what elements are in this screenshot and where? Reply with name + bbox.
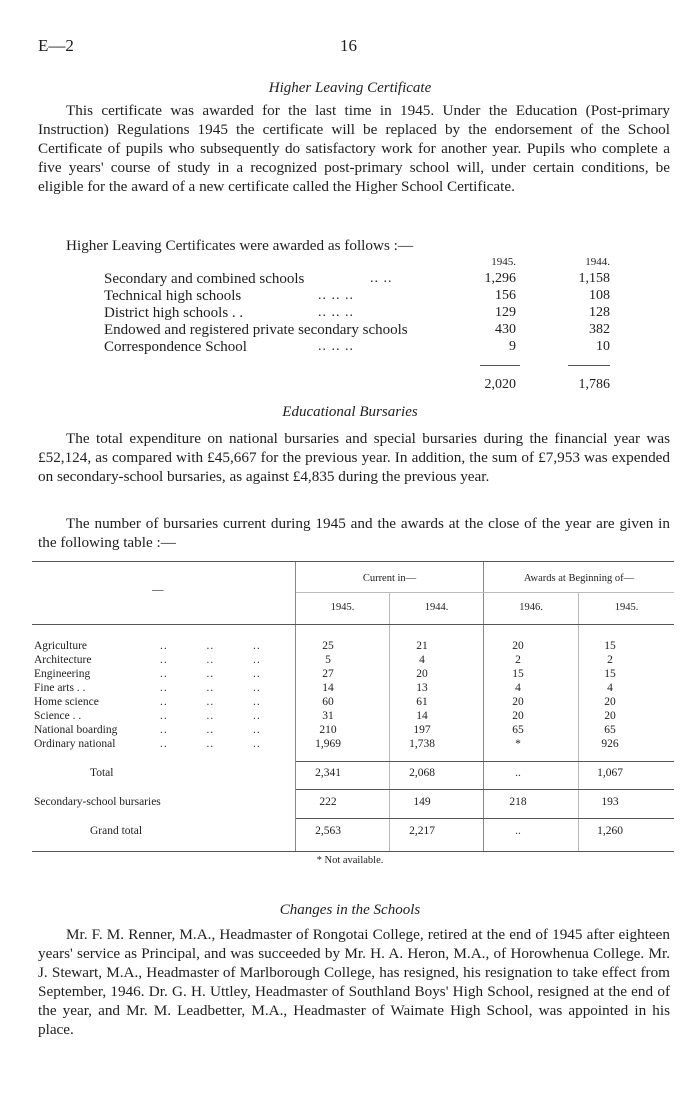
table-row-label: Total	[90, 767, 114, 779]
table-total-rule	[296, 761, 674, 762]
hl-total-1944: 1,786	[578, 377, 610, 392]
hl-row-label: Endowed and registered private secondary schools	[104, 322, 408, 338]
table-cell: 193	[601, 796, 619, 808]
hl-row-1945: 156	[495, 288, 516, 303]
hl-row-label: Correspondence School	[104, 339, 247, 355]
hl-row-1944: 128	[589, 305, 610, 320]
table-row-label: Engineering	[34, 668, 91, 680]
table-cell: 2,217	[409, 825, 435, 837]
table-subhead: 1944.	[424, 602, 449, 613]
table-cell: 218	[509, 796, 527, 808]
table-secondary-rule	[296, 789, 674, 790]
table-subhead: 1945.	[614, 602, 639, 613]
table-cell: 15	[604, 640, 616, 652]
hl-row-1944: 108	[589, 288, 610, 303]
table-row-leader-dots: .. .. ..	[160, 640, 261, 652]
table-cell: 4	[607, 682, 613, 694]
table-footnote: * Not available.	[316, 855, 384, 866]
table-group-current: Current in—	[362, 573, 417, 584]
hl-row-1945: 1,296	[484, 271, 516, 286]
table-row-label: Grand total	[90, 825, 143, 837]
hl-row-label: District high schools . .	[104, 305, 244, 321]
hl-row-label: Technical high schools	[104, 288, 242, 304]
table-group-awards: Awards at Beginning of—	[523, 573, 635, 584]
table-cell: ..	[515, 767, 521, 779]
hl-row-1944: 10	[596, 339, 610, 354]
table-cell: 14	[322, 682, 334, 694]
table-cell: 65	[512, 724, 524, 736]
hl-row-1944: 1,158	[578, 271, 610, 286]
table-cell: 20	[512, 696, 524, 708]
table-cell: 210	[319, 724, 337, 736]
table-subhead: 1946.	[519, 602, 543, 613]
bursaries-paragraph-2: The number of bursaries current during 1945 and the awards at the close of the year are given in the following table :—	[38, 515, 670, 551]
table-row-label: Home science	[34, 696, 99, 708]
hl-row-1945: 430	[495, 322, 516, 337]
table-row-label: Agriculture	[34, 640, 88, 652]
table-cell: 1,969	[315, 738, 341, 750]
table-cell: 25	[322, 640, 334, 652]
table-cell: 13	[416, 682, 428, 694]
table-cell: 149	[413, 796, 431, 808]
section-title-changes: Changes in the Schools	[279, 902, 421, 918]
changes-paragraph: Mr. F. M. Renner, M.A., Headmaster of Rongotai College, retired at the end of 1945 after eighteen years' service as Principal, and was succeeded by Mr. H. A. Heron, M.A., of Horowhenua College. Mr. J. Stewart, M.A., Headmaster of Marlborough College, has resigned, his resignation to take effect from September, 1946. Dr. G. H. Uttley, Headmaster of Southland Boys' High School, resigned at the end of the year, and Mr. M. Leadbetter, M.A., Headmaster of Waimate High School, was appointed in his place.	[38, 926, 670, 1038]
table-cell: 65	[604, 724, 616, 736]
table-cell: 1,067	[597, 767, 623, 779]
hl-sum-rule-1945	[480, 365, 520, 366]
table-cell: 31	[322, 710, 334, 722]
hl-row-dots: .. ..	[370, 271, 393, 286]
table-cell: 1,260	[597, 825, 623, 837]
table-row-label: National boarding	[34, 724, 118, 736]
table-cell: 5	[325, 654, 331, 666]
table-cell: 2,341	[315, 767, 341, 779]
table-cell: 20	[416, 668, 428, 680]
section-title-bursaries: Educational Bursaries	[282, 404, 418, 420]
table-cell: 197	[413, 724, 431, 736]
table-cell: 61	[416, 696, 428, 708]
table-cell: 60	[322, 696, 334, 708]
table-row-label: Architecture	[34, 654, 92, 666]
table-cell: 20	[604, 696, 616, 708]
hl-row-1945: 9	[509, 339, 516, 354]
table-group-rule	[296, 592, 674, 593]
hl-sum-rule-1944	[568, 365, 610, 366]
table-stub-header: —	[152, 584, 164, 596]
table-row-leader-dots: .. .. ..	[160, 724, 261, 736]
hl-row-dots: .. .. ..	[318, 339, 354, 354]
table-cell: 20	[512, 710, 524, 722]
table-row-leader-dots: .. .. ..	[160, 738, 261, 750]
table-head-rule	[32, 624, 674, 625]
table-row-leader-dots: .. .. ..	[160, 668, 261, 680]
hl-row-label: Secondary and combined schools	[104, 271, 305, 287]
table-cell: 2,068	[409, 767, 435, 779]
bursaries-paragraph-1: The total expenditure on national bursaries and special bursaries during the financial year was £52,124, as compared with £45,667 for the previous year. In addition, the sum of £7,953 was expended on secondary-school bursaries, as against £4,835 during the previous year.	[38, 430, 670, 485]
table-vrule-sub2	[578, 593, 579, 852]
hl-row-dots: .. .. ..	[318, 305, 354, 320]
table-row-label: Science . .	[34, 710, 82, 722]
page-number: 16	[340, 36, 357, 55]
table-cell: 2,563	[315, 825, 341, 837]
table-row-leader-dots: .. .. ..	[160, 710, 261, 722]
table-cell: 15	[512, 668, 524, 680]
table-cell: 15	[604, 668, 616, 680]
table-row-leader-dots: .. .. ..	[160, 696, 261, 708]
table-row-leader-dots: .. .. ..	[160, 682, 261, 694]
hl-row-dots: .. .. ..	[318, 288, 354, 303]
hl-year-1945: 1945.	[491, 256, 516, 268]
table-top-rule	[32, 561, 674, 562]
table-vrule-sub1	[389, 593, 390, 852]
table-cell: 2	[607, 654, 613, 666]
higher-leaving-intro: Higher Leaving Certificates were awarded as follows :—	[66, 237, 414, 254]
table-cell: ..	[515, 825, 521, 837]
table-cell: 14	[416, 710, 428, 722]
table-cell: 20	[512, 640, 524, 652]
table-cell: 21	[416, 640, 428, 652]
hl-total-1945: 2,020	[484, 377, 516, 392]
table-subhead: 1945.	[330, 602, 355, 613]
table-row-leader-dots: .. .. ..	[160, 654, 261, 666]
table-cell: 20	[604, 710, 616, 722]
higher-leaving-paragraph: This certificate was awarded for the last time in 1945. Under the Education (Post-primary Instruction) Regulations 1945 the certificate will be replaced by the endorsement of the School Certificate of pupils who subsequently do satisfactory work for another year. Pupils who complete a five years' course of study in a recognized post-primary school will, under certain conditions, be eligible for the award of a new certificate called the Higher School Certificate.	[38, 102, 670, 195]
hl-row-1944: 382	[589, 322, 610, 337]
table-cell: 27	[322, 668, 334, 680]
document-code: E—2	[38, 36, 74, 55]
table-cell: 222	[319, 796, 337, 808]
table-cell: 2	[515, 654, 521, 666]
hl-row-1945: 129	[495, 305, 516, 320]
table-cell: 926	[601, 738, 619, 750]
table-row-label: Secondary-school bursaries	[34, 796, 161, 808]
table-cell: 1,738	[409, 738, 435, 750]
table-grand-rule	[296, 818, 674, 819]
table-cell: 4	[419, 654, 425, 666]
table-row-label: Fine arts . .	[34, 682, 86, 694]
table-bottom-rule	[32, 851, 674, 852]
section-title-higher-leaving: Higher Leaving Certificate	[268, 80, 432, 96]
table-cell: *	[515, 738, 521, 750]
table-row-label: Ordinary national	[34, 738, 116, 750]
table-cell: 4	[515, 682, 521, 694]
hl-year-1944: 1944.	[585, 256, 610, 268]
